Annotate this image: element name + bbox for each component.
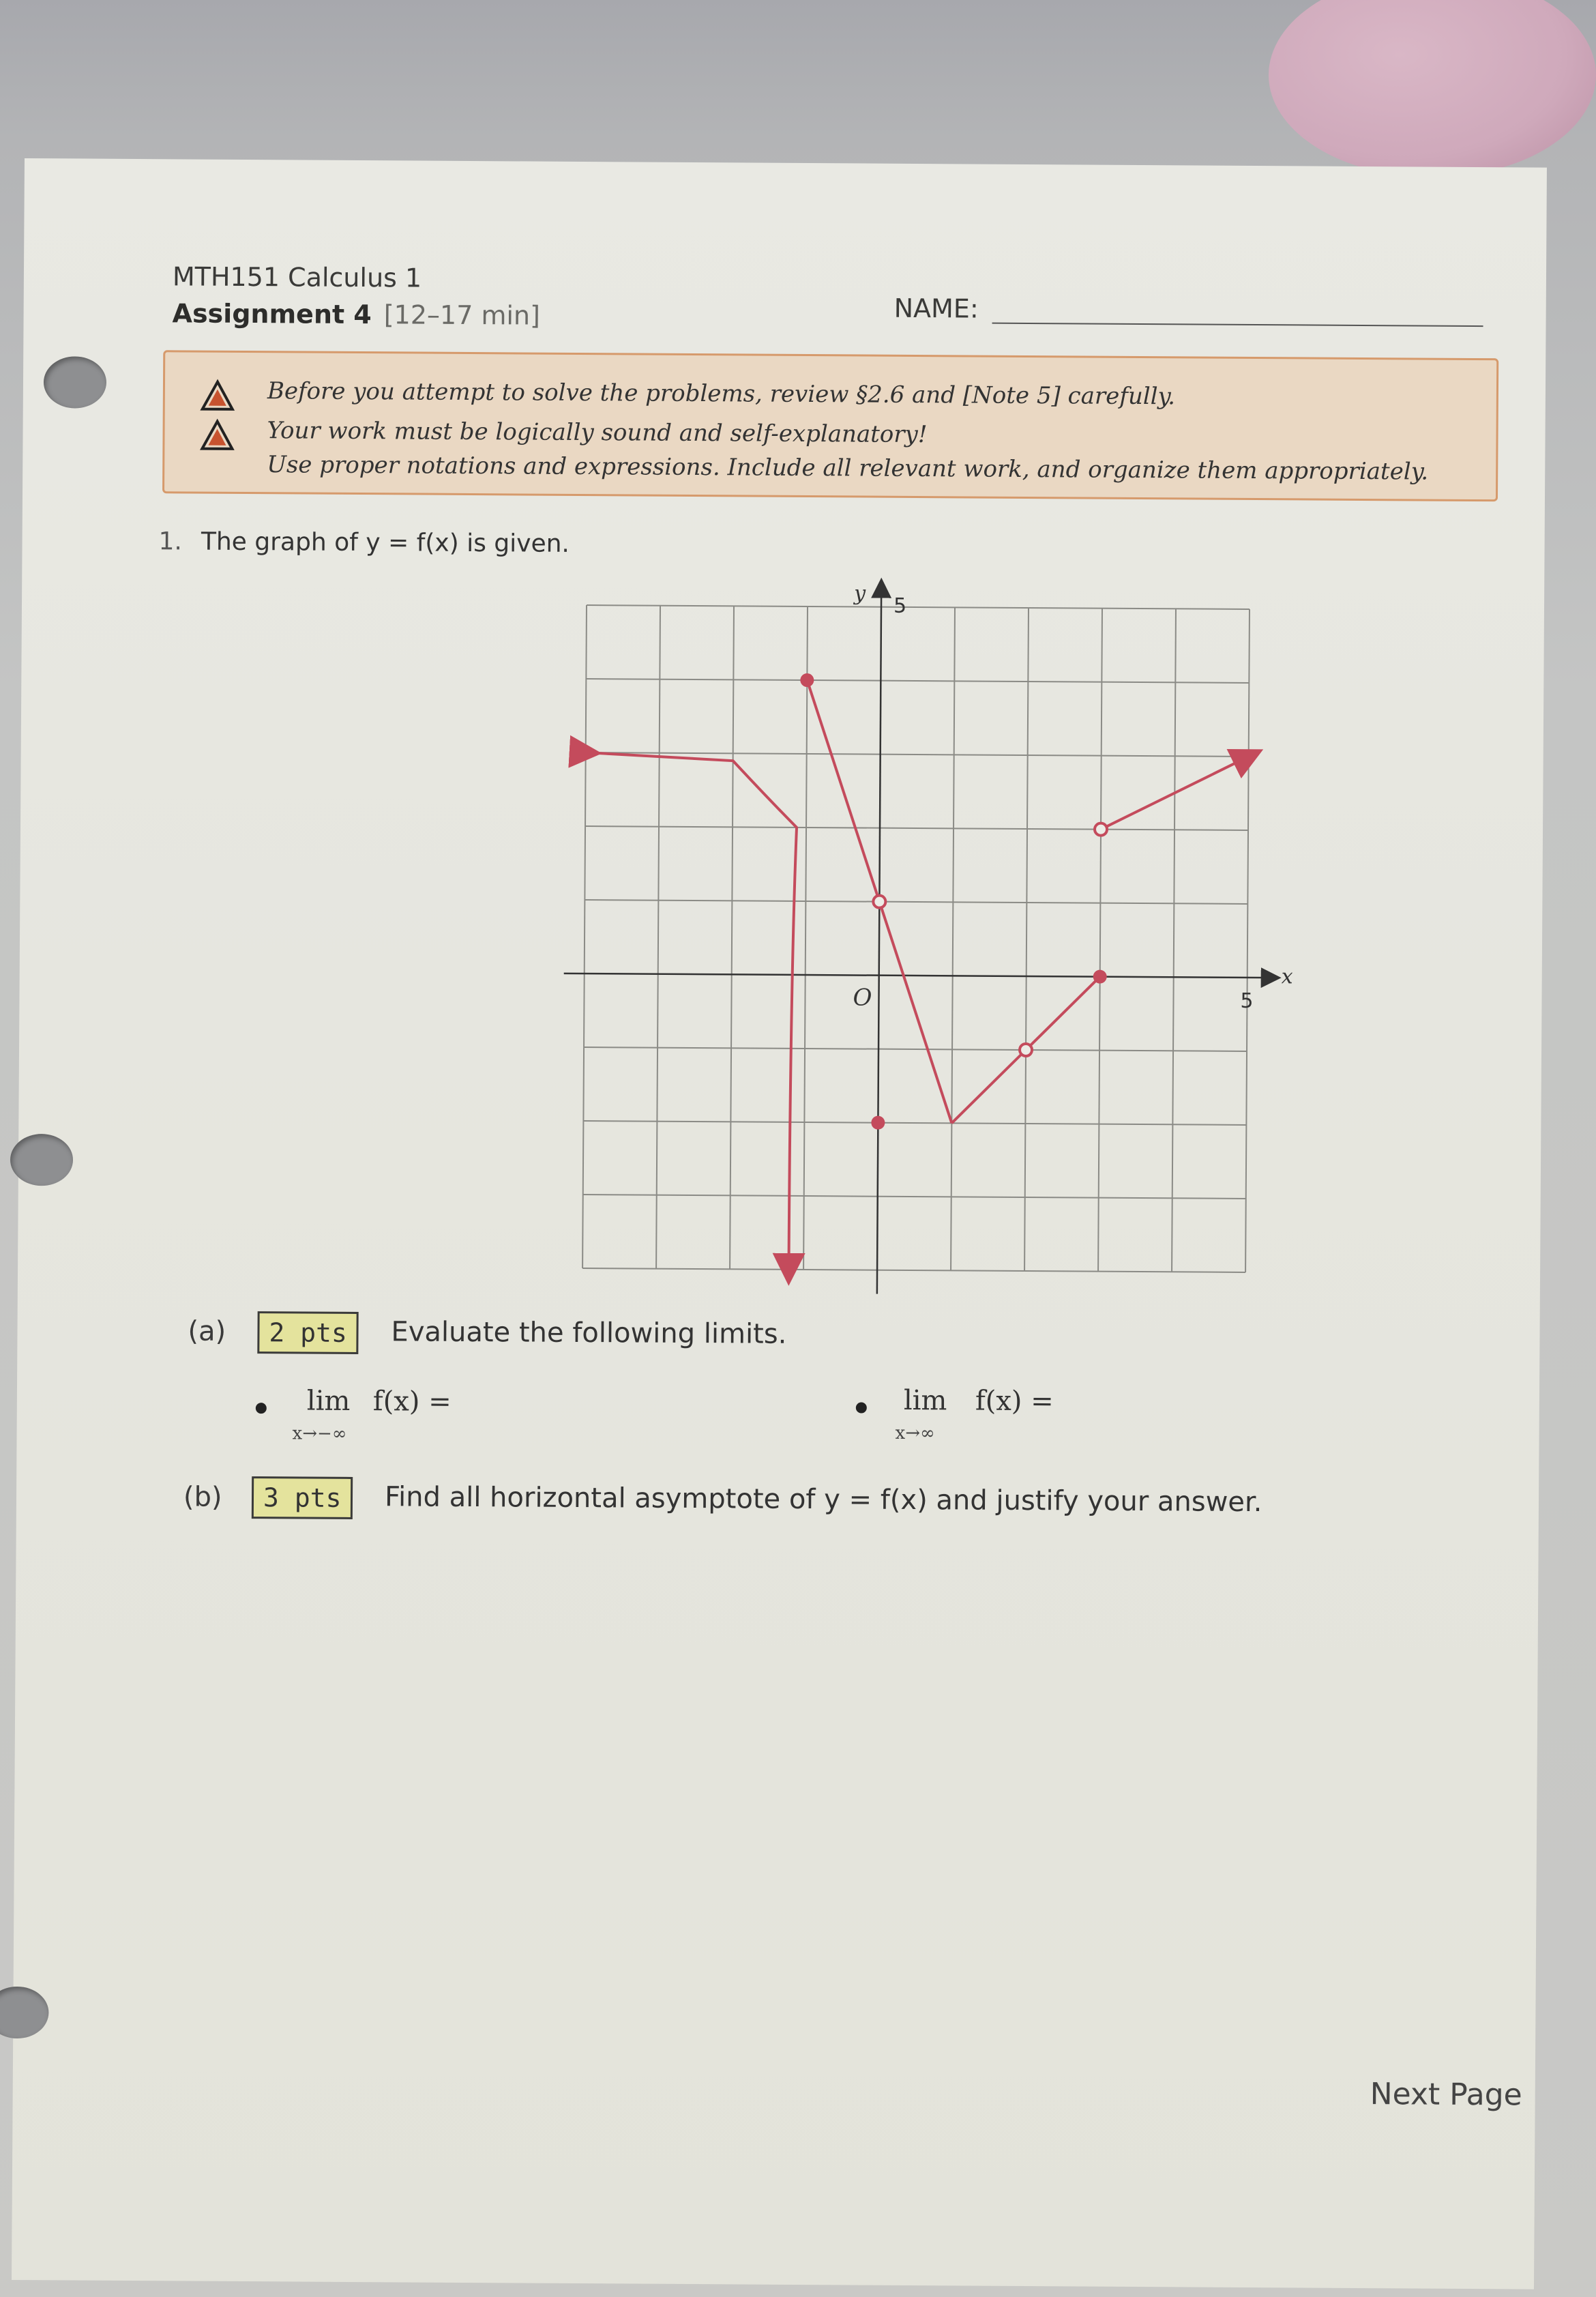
grid-line-vertical bbox=[1245, 609, 1250, 1272]
notice-line-1: Before you attempt to solve the problems, review §2.6 and [Note 5] carefully. bbox=[267, 377, 1176, 411]
limit-word: lim bbox=[306, 1385, 351, 1417]
grid-line-horizontal bbox=[587, 605, 1250, 609]
open-point bbox=[1095, 823, 1107, 836]
grid-line-horizontal bbox=[585, 826, 1248, 830]
name-field-line[interactable] bbox=[992, 323, 1483, 327]
origin-label: O bbox=[853, 984, 872, 1012]
assignment-title bbox=[172, 298, 540, 330]
warning-icon bbox=[201, 380, 235, 411]
grid-line-vertical bbox=[730, 606, 734, 1269]
curve-steep-segment bbox=[806, 680, 881, 902]
curve-left-branch bbox=[582, 752, 797, 1270]
part-b-text: Find all horizontal asymptote of y = f(x) and justify your answer. bbox=[384, 1481, 1262, 1519]
closed-point bbox=[1093, 970, 1107, 984]
open-point bbox=[1020, 1044, 1032, 1056]
problem-statement bbox=[158, 527, 570, 558]
grid-line-horizontal bbox=[584, 1047, 1247, 1051]
limit-expression: f(x) = bbox=[372, 1386, 452, 1418]
problem-text: The graph of y = f(x) is given. bbox=[201, 527, 570, 558]
y-axis bbox=[877, 588, 881, 1294]
limit-subscript: x→−∞ bbox=[292, 1423, 347, 1444]
x-tick-label: 5 bbox=[1240, 989, 1254, 1014]
grid-line-vertical bbox=[582, 605, 587, 1268]
grid-line-vertical bbox=[951, 607, 955, 1270]
problem-number: 1. bbox=[158, 527, 183, 556]
grid-line-horizontal bbox=[586, 752, 1249, 757]
y-tick-label: 5 bbox=[893, 594, 907, 618]
limit-answer-space[interactable] bbox=[1094, 1389, 1381, 1452]
part-b-label: (b) bbox=[183, 1481, 222, 1513]
part-a-text: Evaluate the following limits. bbox=[391, 1316, 787, 1350]
grid-line-horizontal bbox=[583, 1195, 1246, 1199]
grid-line-vertical bbox=[1024, 608, 1029, 1271]
grid-line-horizontal bbox=[583, 1121, 1246, 1125]
open-point bbox=[873, 896, 885, 908]
name-label: NAME: bbox=[893, 293, 979, 324]
binder-hole-bottom bbox=[0, 1987, 49, 2039]
part-a-label: (a) bbox=[188, 1315, 226, 1347]
grid-line-vertical bbox=[1098, 609, 1102, 1272]
warning-icon bbox=[200, 420, 234, 451]
graph-axes bbox=[562, 586, 1273, 1296]
grid-line-horizontal bbox=[582, 1268, 1245, 1272]
assignment-number: Assignment 4 bbox=[172, 298, 372, 330]
limit-subscript: x→∞ bbox=[895, 1422, 935, 1444]
limit-answer-space[interactable] bbox=[494, 1389, 781, 1452]
binder-hole-top bbox=[44, 356, 106, 409]
grid-line-vertical bbox=[803, 606, 808, 1270]
grid-line-vertical bbox=[1172, 609, 1176, 1272]
grid-line-horizontal bbox=[585, 900, 1247, 904]
y-axis-label: y bbox=[854, 581, 866, 606]
notice-line-3: Use proper notations and expressions. Include all relevant work, and organize them appropriately. bbox=[267, 451, 1429, 486]
curve-v-down-segment bbox=[878, 902, 953, 1124]
limit-word: lim bbox=[903, 1384, 947, 1417]
x-axis bbox=[564, 974, 1271, 978]
function-graph bbox=[474, 570, 1293, 1339]
time-estimate: [12–17 min] bbox=[383, 299, 541, 331]
limit-expression: f(x) = bbox=[975, 1385, 1054, 1418]
part-a-points-badge: 2 pts bbox=[257, 1311, 359, 1354]
course-title: MTH151 Calculus 1 bbox=[172, 261, 422, 293]
grid-line-horizontal bbox=[586, 679, 1249, 683]
part-b-answer-space[interactable] bbox=[177, 1537, 1475, 2023]
notice-line-2: Your work must be logically sound and self-explanatory! bbox=[267, 417, 928, 449]
binder-hole-middle bbox=[10, 1134, 73, 1186]
background-cup bbox=[1269, 0, 1596, 177]
x-axis-label: x bbox=[1281, 965, 1293, 989]
part-b-points-badge: 3 pts bbox=[252, 1476, 353, 1519]
bullet bbox=[256, 1403, 267, 1414]
graph-grid bbox=[582, 605, 1250, 1272]
grid-line-vertical bbox=[656, 606, 660, 1269]
notice-box bbox=[162, 350, 1498, 501]
bullet bbox=[856, 1402, 867, 1413]
closed-point bbox=[800, 673, 814, 687]
closed-point bbox=[871, 1116, 885, 1130]
assignment-sheet bbox=[12, 158, 1547, 2289]
next-page-label: Next Page bbox=[1370, 2077, 1522, 2113]
